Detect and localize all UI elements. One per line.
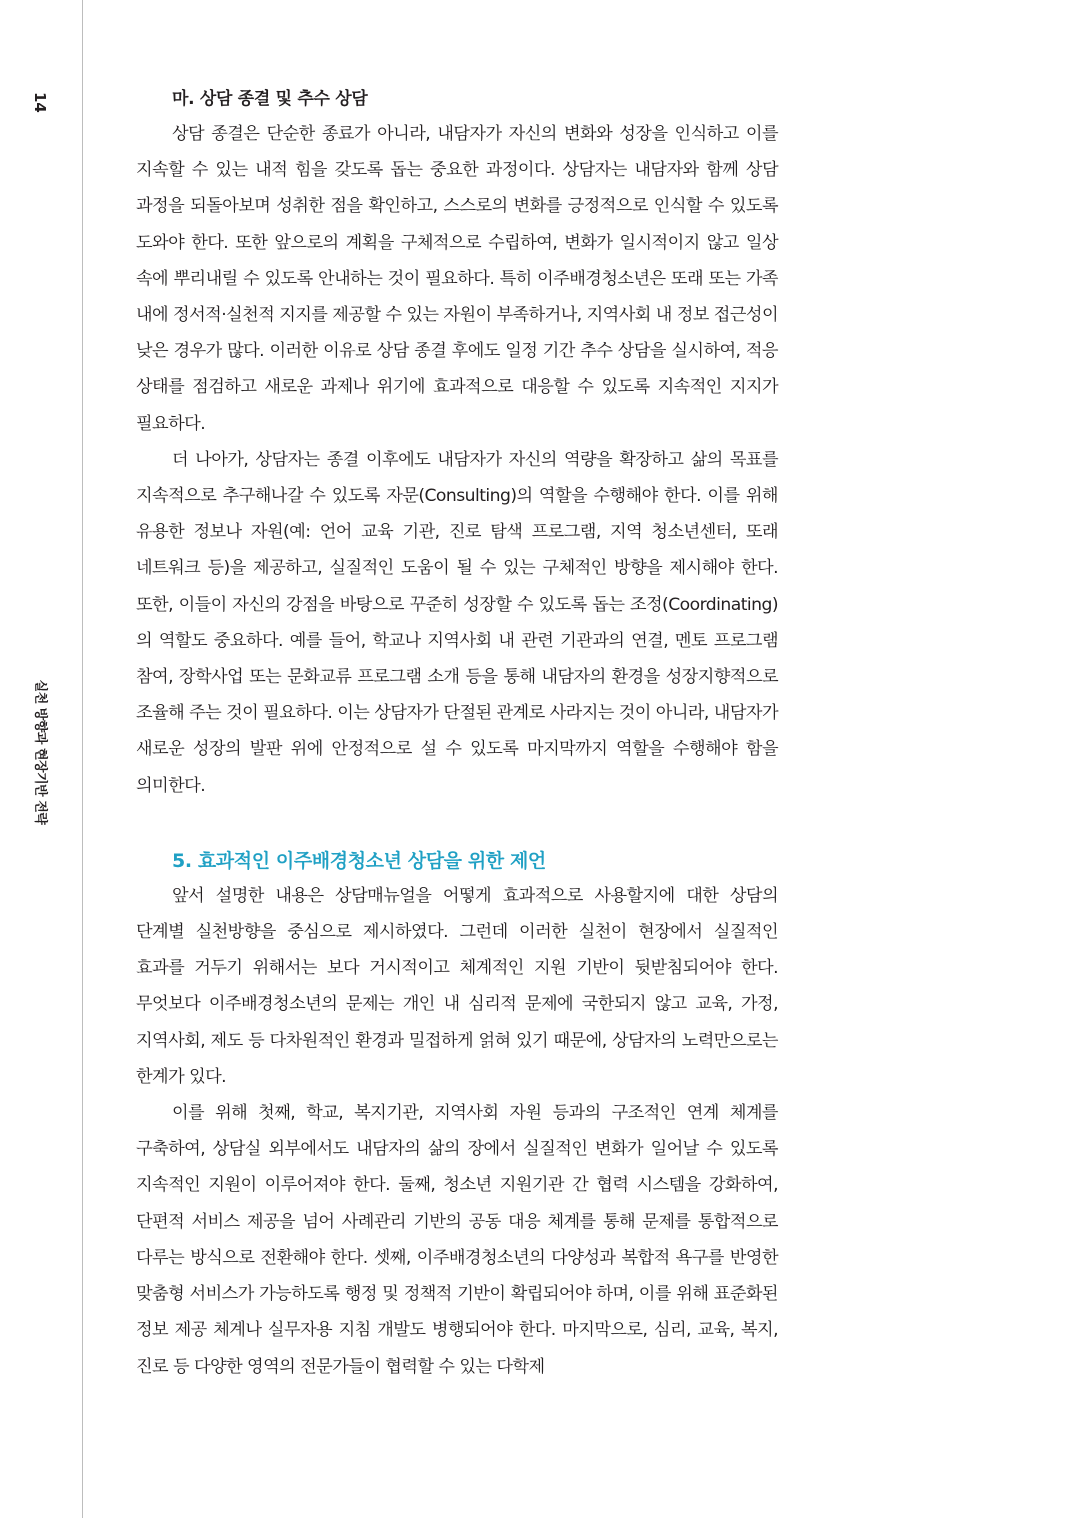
section-heading: 5. 효과적인 이주배경청소년 상담을 위한 제언: [172, 849, 546, 872]
page-content: [136, 82, 778, 1385]
page-number: 14: [31, 92, 49, 113]
margin-rule: [82, 0, 83, 1518]
paragraph: 상담 종결은 단순한 종료가 아니라, 내담자가 자신의 변화와 성장을 인식하고 이를 지속할 수 있는 내적 힘을 갖도록 돕는 중요한 과정이다. 상담자는 내담자와 함께 상담 과정을 되돌아보며 성취한 점을 확인하고, 스스로의 변화를 긍정적으로 인식할 수 있도록 도와야 한다. 또한 앞으로의 계획을 구체적으로 수립하여, 변화가 일시적이지 않고 일상 속에 뿌리내릴 수 있도록 안내하는 것이 필요하다. 특히 이주배경청소년은 또래 또는 가족 내에 정서적·실천적 지지를 제공할 수 있는 자원이 부족하거나, 지역사회 내 정보 접근성이 낮은 경우가 많다. 이러한 이유로 상담 종결 후에도 일정 기간 추수 상담을 실시하여, 적응 상태를 점검하고 새로운 과제나 위기에 효과적으로 대응할 수 있도록 지속적인 지지가 필요하다.: [136, 124, 778, 434]
paragraph: 앞서 설명한 내용은 상담매뉴얼을 어떻게 효과적으로 사용할지에 대한 상담의 단계별 실천방향을 중심으로 제시하였다. 그런데 이러한 실천이 현장에서 실질적인 효과를 거두기 위해서는 보다 거시적이고 체계적인 지원 기반이 뒷받침되어야 한다. 무엇보다 이주배경청소년의 문제는 개인 내 심리적 문제에 국한되지 않고 교육, 가정, 지역사회, 제도 등 다차원적인 환경과 밀접하게 얽혀 있기 때문에, 상담자의 노력만으로는 한계가 있다.: [136, 885, 778, 1087]
running-title: 실천 방향과 현장기반 전략: [32, 679, 48, 825]
subsection-heading: 마. 상담 종결 및 추수 상담: [172, 89, 368, 109]
paragraph: 이를 위해 첫째, 학교, 복지기관, 지역사회 자원 등과의 구조적인 연계 체계를 구축하여, 상담실 외부에서도 내담자의 삶의 장에서 실질적인 변화가 일어날 수 있도록 지속적인 지원이 이루어져야 한다. 둘째, 청소년 지원기관 간 협력 시스템을 강화하여, 단편적 서비스 제공을 넘어 사례관리 기반의 공동 대응 체계를 통해 문제를 통합적으로 다루는 방식으로 전환해야 한다. 셋째, 이주배경청소년의 다양성과 복합적 욕구를 반영한 맞춤형 서비스가 가능하도록 행정 및 정책적 기반이 확립되어야 하며, 이를 위해 표준화된 정보 제공 체계나 실무자용 지침 개발도 병행되어야 한다. 마지막으로, 심리, 교육, 복지, 진로 등 다양한 영역의 전문가들이 협력할 수 있는 다학제: [136, 1103, 778, 1377]
paragraph: 더 나아가, 상담자는 종결 이후에도 내담자가 자신의 역량을 확장하고 삶의 목표를 지속적으로 추구해나갈 수 있도록 자문(Consulting)의 역할을 수행해야 한다. 이를 위해 유용한 정보나 자원(예: 언어 교육 기관, 진로 탐색 프로그램, 지역 청소년센터, 또래 네트워크 등)을 제공하고, 실질적인 도움이 될 수 있는 구체적인 방향을 제시해야 한다. 또한, 이들이 자신의 강점을 바탕으로 꾸준히 성장할 수 있도록 돕는 조정(Coordinating)의 역할도 중요하다. 예를 들어, 학교나 지역사회 내 관련 기관과의 연결, 멘토 프로그램 참여, 장학사업 또는 문화교류 프로그램 소개 등을 통해 내담자의 환경을 성장지향적으로 조율해 주는 것이 필요하다. 이는 상담자가 단절된 관계로 사라지는 것이 아니라, 내담자가 새로운 성장의 발판 위에 안정적으로 설 수 있도록 마지막까지 역할을 수행해야 함을 의미한다.: [136, 449, 778, 796]
